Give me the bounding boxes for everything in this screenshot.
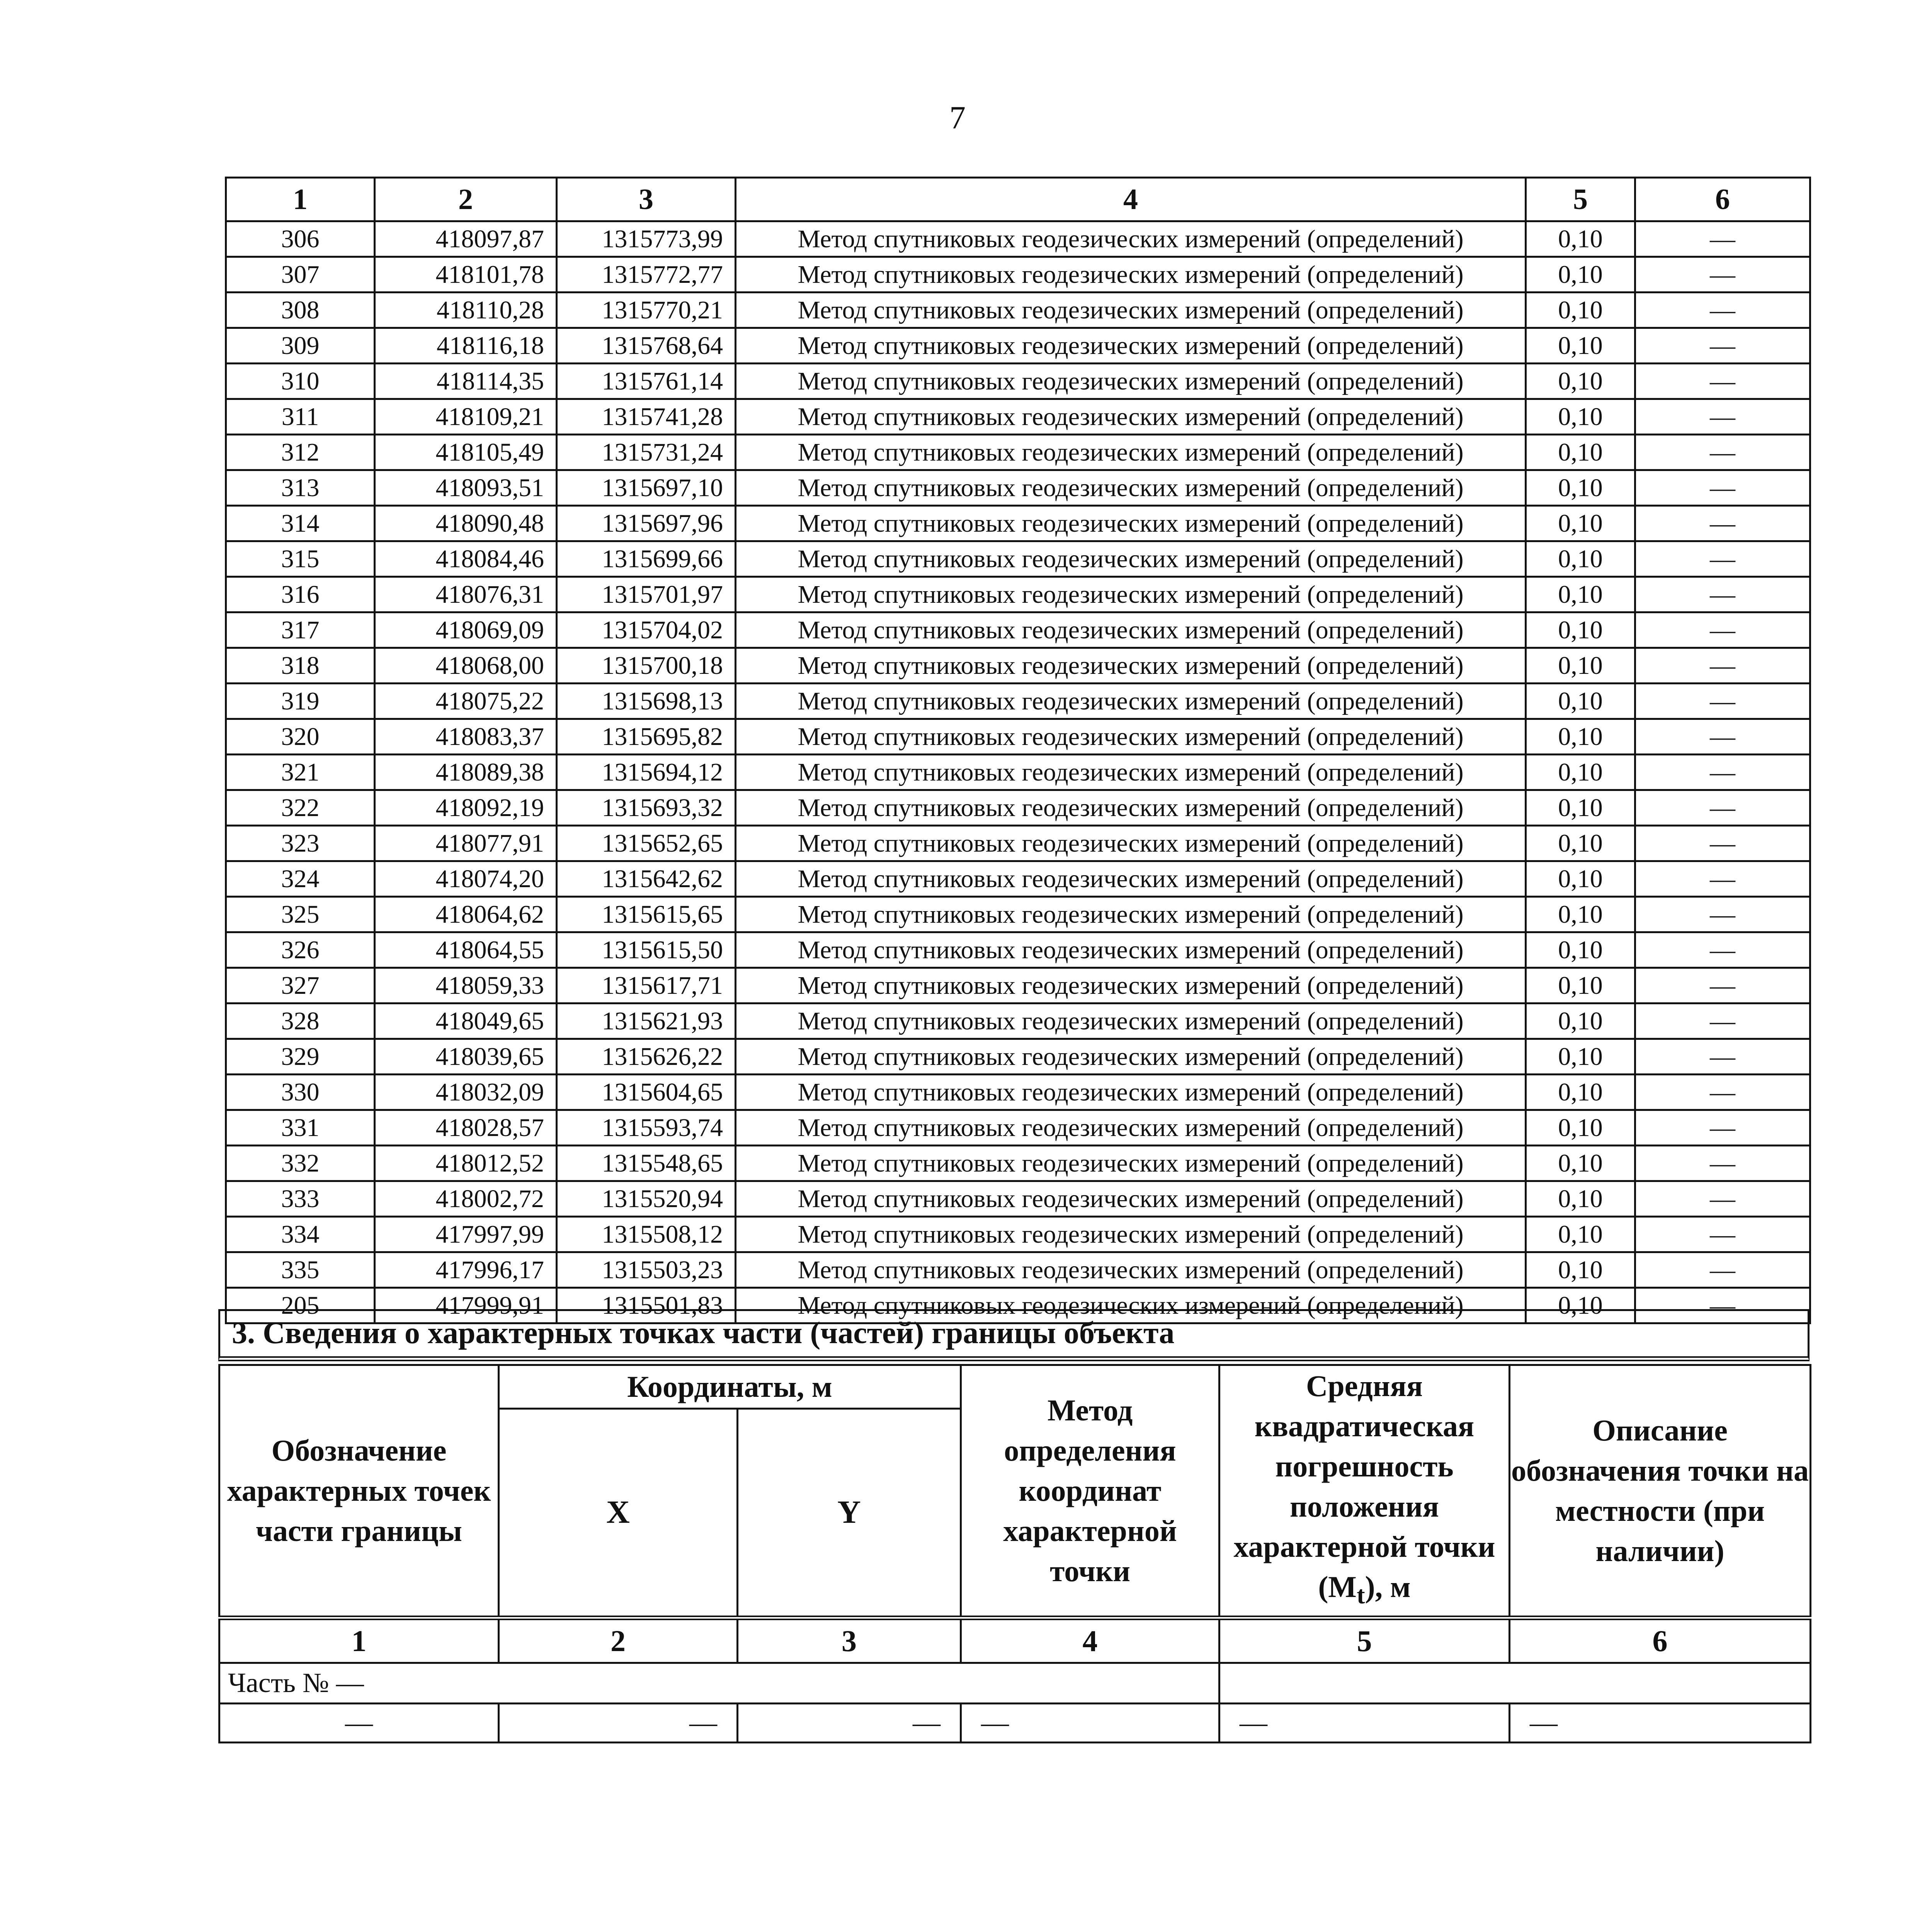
x-coordinate: 417997,99: [375, 1217, 557, 1252]
description-cell: —: [1635, 541, 1810, 577]
table-row: [226, 684, 1810, 719]
y-coordinate: 1315626,22: [557, 1039, 736, 1075]
accuracy-cell: 0,10: [1526, 1146, 1635, 1181]
table-row: [226, 1110, 1810, 1146]
method-cell: Метод спутниковых геодезических измерений (определений): [736, 719, 1526, 755]
point-number: 205: [226, 1288, 375, 1323]
point-number: 330: [226, 1075, 375, 1110]
method-cell: Метод спутниковых геодезических измерений (определений): [736, 648, 1526, 684]
x-coordinate: 418032,09: [375, 1075, 557, 1110]
y-coordinate: 1315615,50: [557, 932, 736, 968]
point-number: 324: [226, 861, 375, 897]
table-row: [226, 755, 1810, 790]
x-coordinate: 418077,91: [375, 826, 557, 861]
y-coordinate: 1315615,65: [557, 897, 736, 932]
accuracy-header-text: Средняя квадратическая погрешность положения характерной точки (M: [1233, 1369, 1495, 1604]
description-cell: —: [1635, 506, 1810, 541]
x-coordinate: 418101,78: [375, 257, 557, 293]
x-coordinate: 418090,48: [375, 506, 557, 541]
y-coordinate: 1315693,32: [557, 790, 736, 826]
point-number: 318: [226, 648, 375, 684]
description-cell: —: [1635, 1181, 1810, 1217]
description-cell: —: [1635, 257, 1810, 293]
point-number: 317: [226, 612, 375, 648]
method-cell: Метод спутниковых геодезических измерений (определений): [736, 1181, 1526, 1217]
method-cell: Метод спутниковых геодезических измерений (определений): [736, 221, 1526, 257]
method-cell: Метод спутниковых геодезических измерений (определений): [736, 826, 1526, 861]
accuracy-cell: 0,10: [1526, 1288, 1635, 1323]
x-coordinate: 418049,65: [375, 1003, 557, 1039]
table-row: [226, 541, 1810, 577]
table-row: [226, 328, 1810, 364]
table-row: [226, 719, 1810, 755]
accuracy-cell: 0,10: [1526, 221, 1635, 257]
y-coordinate: 1315652,65: [557, 826, 736, 861]
x-coordinate: 418012,52: [375, 1146, 557, 1181]
y-coordinate: 1315741,28: [557, 399, 736, 435]
table-row: [226, 1039, 1810, 1075]
description-cell: —: [1635, 1003, 1810, 1039]
accuracy-cell: 0,10: [1526, 435, 1635, 470]
accuracy-cell: 0,10: [1526, 506, 1635, 541]
table-row: [226, 932, 1810, 968]
point-number: 313: [226, 470, 375, 506]
column-header: 2: [375, 178, 557, 221]
accuracy-cell: 0,10: [1526, 1217, 1635, 1252]
table-row: [226, 968, 1810, 1003]
method-cell: Метод спутниковых геодезических измерений (определений): [736, 1288, 1526, 1323]
description-cell: —: [1635, 399, 1810, 435]
method-cell: Метод спутниковых геодезических измерений (определений): [736, 399, 1526, 435]
empty-cell: —: [961, 1703, 1219, 1742]
parts-header-row: [219, 1365, 1811, 1409]
x-coordinate: 418002,72: [375, 1181, 557, 1217]
x-coordinate: 418083,37: [375, 719, 557, 755]
point-number: 312: [226, 435, 375, 470]
point-number: 321: [226, 755, 375, 790]
method-cell: Метод спутниковых геодезических измерений (определений): [736, 435, 1526, 470]
method-cell: Метод спутниковых геодезических измерений (определений): [736, 790, 1526, 826]
description-cell: —: [1635, 968, 1810, 1003]
description-cell: —: [1635, 435, 1810, 470]
description-cell: —: [1635, 684, 1810, 719]
point-number: 335: [226, 1252, 375, 1288]
method-cell: Метод спутниковых геодезических измерений (определений): [736, 1075, 1526, 1110]
table-row: [226, 648, 1810, 684]
table-row: [226, 612, 1810, 648]
accuracy-cell: 0,10: [1526, 1039, 1635, 1075]
parts-column-number-row: [219, 1618, 1811, 1663]
empty-cell: —: [738, 1703, 961, 1742]
accuracy-cell: 0,10: [1526, 755, 1635, 790]
accuracy-cell: 0,10: [1526, 364, 1635, 399]
x-coordinate: 418039,65: [375, 1039, 557, 1075]
accuracy-cell: 0,10: [1526, 1003, 1635, 1039]
x-coordinate: 418109,21: [375, 399, 557, 435]
method-header: Метод определения координат характерной точки: [961, 1365, 1219, 1618]
method-cell: Метод спутниковых геодезических измерений (определений): [736, 755, 1526, 790]
method-cell: Метод спутниковых геодезических измерений (определений): [736, 328, 1526, 364]
x-coordinate: 418075,22: [375, 684, 557, 719]
method-cell: Метод спутниковых геодезических измерений (определений): [736, 968, 1526, 1003]
column-number-header-row: [226, 178, 1810, 221]
point-number: 333: [226, 1181, 375, 1217]
table-row: [226, 435, 1810, 470]
accuracy-cell: 0,10: [1526, 1252, 1635, 1288]
boundary-points-table: [225, 177, 1811, 1324]
description-cell: —: [1635, 790, 1810, 826]
x-coordinate: 418114,35: [375, 364, 557, 399]
y-coordinate: 1315697,96: [557, 506, 736, 541]
point-number: 310: [226, 364, 375, 399]
accuracy-cell: 0,10: [1526, 897, 1635, 932]
description-cell: —: [1635, 293, 1810, 328]
y-coordinate: 1315642,62: [557, 861, 736, 897]
column-number: 1: [219, 1618, 499, 1663]
table-row: [226, 790, 1810, 826]
x-coordinate: 418084,46: [375, 541, 557, 577]
description-cell: —: [1635, 1075, 1810, 1110]
empty-cell: —: [219, 1703, 499, 1742]
accuracy-cell: 0,10: [1526, 826, 1635, 861]
column-header: 5: [1526, 178, 1635, 221]
description-cell: —: [1635, 577, 1810, 612]
description-cell: —: [1635, 1252, 1810, 1288]
x-coordinate: 418074,20: [375, 861, 557, 897]
empty-point-row: [219, 1703, 1811, 1742]
table-row: [226, 221, 1810, 257]
y-coordinate: 1315761,14: [557, 364, 736, 399]
description-cell: —: [1635, 364, 1810, 399]
y-coordinate: 1315700,18: [557, 648, 736, 684]
point-number: 327: [226, 968, 375, 1003]
method-cell: Метод спутниковых геодезических измерений (определений): [736, 861, 1526, 897]
table-row: [226, 1252, 1810, 1288]
method-cell: Метод спутниковых геодезических измерений (определений): [736, 506, 1526, 541]
page-number: 7: [949, 100, 966, 136]
description-cell: —: [1635, 719, 1810, 755]
description-cell: —: [1635, 1110, 1810, 1146]
accuracy-cell: 0,10: [1526, 257, 1635, 293]
method-cell: Метод спутниковых геодезических измерений (определений): [736, 293, 1526, 328]
x-coordinate: 418093,51: [375, 470, 557, 506]
table-row: [226, 506, 1810, 541]
table-row: [226, 1146, 1810, 1181]
coordinates-header: Координаты, м: [499, 1365, 961, 1409]
y-coordinate: 1315770,21: [557, 293, 736, 328]
x-coordinate: 418110,28: [375, 293, 557, 328]
description-cell: —: [1635, 470, 1810, 506]
point-number: 331: [226, 1110, 375, 1146]
x-coordinate: 418089,38: [375, 755, 557, 790]
accuracy-cell: 0,10: [1526, 399, 1635, 435]
point-number: 307: [226, 257, 375, 293]
accuracy-cell: 0,10: [1526, 861, 1635, 897]
x-coordinate: 418064,62: [375, 897, 557, 932]
description-cell: —: [1635, 648, 1810, 684]
section-3-heading: 3. Сведения о характерных точках части (частей) границы объекта: [218, 1309, 1810, 1361]
point-number: 328: [226, 1003, 375, 1039]
y-coordinate: 1315617,71: [557, 968, 736, 1003]
x-coordinate: 418068,00: [375, 648, 557, 684]
method-cell: Метод спутниковых геодезических измерений (определений): [736, 1039, 1526, 1075]
x-coordinate: 418116,18: [375, 328, 557, 364]
table-row: [226, 257, 1810, 293]
point-number: 326: [226, 932, 375, 968]
accuracy-cell: 0,10: [1526, 577, 1635, 612]
column-header: 6: [1635, 178, 1810, 221]
description-cell: —: [1635, 1217, 1810, 1252]
x-coordinate: 418097,87: [375, 221, 557, 257]
empty-cell: —: [1510, 1703, 1811, 1742]
point-number: 309: [226, 328, 375, 364]
y-coordinate: 1315704,02: [557, 612, 736, 648]
method-cell: Метод спутниковых геодезических измерений (определений): [736, 470, 1526, 506]
method-cell: Метод спутниковых геодезических измерений (определений): [736, 932, 1526, 968]
description-cell: —: [1635, 1039, 1810, 1075]
y-coordinate: 1315621,93: [557, 1003, 736, 1039]
point-number: 306: [226, 221, 375, 257]
description-cell: —: [1635, 1288, 1810, 1323]
method-cell: Метод спутниковых геодезических измерений (определений): [736, 257, 1526, 293]
description-cell: —: [1635, 932, 1810, 968]
description-cell: —: [1635, 897, 1810, 932]
column-number: 2: [499, 1618, 738, 1663]
point-number: 325: [226, 897, 375, 932]
table-row: [226, 1217, 1810, 1252]
method-cell: Метод спутниковых геодезических измерений (определений): [736, 364, 1526, 399]
table-row: [226, 293, 1810, 328]
y-coordinate: 1315520,94: [557, 1181, 736, 1217]
y-coordinate: 1315768,64: [557, 328, 736, 364]
table-row: [226, 1003, 1810, 1039]
method-cell: Метод спутниковых геодезических измерений (определений): [736, 612, 1526, 648]
point-number: 320: [226, 719, 375, 755]
table-row: [226, 1075, 1810, 1110]
method-cell: Метод спутниковых геодезических измерений (определений): [736, 1146, 1526, 1181]
table-row: [226, 826, 1810, 861]
method-cell: Метод спутниковых геодезических измерений (определений): [736, 541, 1526, 577]
accuracy-cell: 0,10: [1526, 932, 1635, 968]
y-coordinate: 1315773,99: [557, 221, 736, 257]
accuracy-cell: 0,10: [1526, 612, 1635, 648]
column-header: 4: [736, 178, 1526, 221]
accuracy-header-subscript: t: [1356, 1581, 1365, 1609]
table-row: [226, 399, 1810, 435]
accuracy-header: [1219, 1365, 1510, 1618]
x-coordinate: 418028,57: [375, 1110, 557, 1146]
column-number: 6: [1510, 1618, 1811, 1663]
y-coordinate: 1315604,65: [557, 1075, 736, 1110]
y-coordinate: 1315503,23: [557, 1252, 736, 1288]
x-header: X: [499, 1408, 738, 1617]
point-number: 319: [226, 684, 375, 719]
table-row: [226, 364, 1810, 399]
table-row: [226, 861, 1810, 897]
accuracy-cell: 0,10: [1526, 684, 1635, 719]
x-coordinate: 418069,09: [375, 612, 557, 648]
part-label: Часть № —: [219, 1663, 1219, 1703]
description-cell: —: [1635, 861, 1810, 897]
column-header: 1: [226, 178, 375, 221]
point-number: 334: [226, 1217, 375, 1252]
point-number: 316: [226, 577, 375, 612]
y-coordinate: 1315772,77: [557, 257, 736, 293]
designation-header: Обозначение характерных точек части границы: [219, 1365, 499, 1618]
y-coordinate: 1315593,74: [557, 1110, 736, 1146]
column-number: 4: [961, 1618, 1219, 1663]
description-cell: —: [1635, 612, 1810, 648]
point-number: 314: [226, 506, 375, 541]
y-coordinate: 1315698,13: [557, 684, 736, 719]
method-cell: Метод спутниковых геодезических измерений (определений): [736, 1252, 1526, 1288]
accuracy-cell: 0,10: [1526, 541, 1635, 577]
y-coordinate: 1315701,97: [557, 577, 736, 612]
point-number: 332: [226, 1146, 375, 1181]
accuracy-cell: 0,10: [1526, 968, 1635, 1003]
accuracy-cell: 0,10: [1526, 648, 1635, 684]
point-number: 322: [226, 790, 375, 826]
description-cell: —: [1635, 1146, 1810, 1181]
boundary-points-body: [226, 221, 1810, 1323]
x-coordinate: 417996,17: [375, 1252, 557, 1288]
y-coordinate: 1315548,65: [557, 1146, 736, 1181]
x-coordinate: 418105,49: [375, 435, 557, 470]
empty-cell: —: [1219, 1703, 1510, 1742]
table-row: [226, 1181, 1810, 1217]
column-number: 5: [1219, 1618, 1510, 1663]
part-points-table: [218, 1364, 1811, 1743]
y-coordinate: 1315508,12: [557, 1217, 736, 1252]
accuracy-cell: 0,10: [1526, 719, 1635, 755]
point-number: 308: [226, 293, 375, 328]
method-cell: Метод спутниковых геодезических измерений (определений): [736, 897, 1526, 932]
table-row: [226, 470, 1810, 506]
column-number: 3: [738, 1618, 961, 1663]
empty-cell: —: [499, 1703, 738, 1742]
point-number: 323: [226, 826, 375, 861]
accuracy-cell: 0,10: [1526, 328, 1635, 364]
method-cell: Метод спутниковых геодезических измерений (определений): [736, 1003, 1526, 1039]
x-coordinate: 418059,33: [375, 968, 557, 1003]
table-row: [226, 577, 1810, 612]
method-cell: Метод спутниковых геодезических измерений (определений): [736, 1217, 1526, 1252]
column-header: 3: [557, 178, 736, 221]
accuracy-cell: 0,10: [1526, 1110, 1635, 1146]
part-label-row: [219, 1663, 1811, 1703]
accuracy-header-suffix: ), м: [1365, 1570, 1411, 1604]
part-label-empty-cell: [1219, 1663, 1811, 1703]
y-coordinate: 1315697,10: [557, 470, 736, 506]
description-header: Описание обозначения точки на местности (при наличии): [1510, 1365, 1811, 1618]
x-coordinate: 418076,31: [375, 577, 557, 612]
y-coordinate: 1315501,83: [557, 1288, 736, 1323]
description-cell: —: [1635, 755, 1810, 790]
point-number: 329: [226, 1039, 375, 1075]
point-number: 311: [226, 399, 375, 435]
table-row: [226, 897, 1810, 932]
accuracy-cell: 0,10: [1526, 790, 1635, 826]
description-cell: —: [1635, 221, 1810, 257]
y-coordinate: 1315695,82: [557, 719, 736, 755]
description-cell: —: [1635, 826, 1810, 861]
accuracy-cell: 0,10: [1526, 1181, 1635, 1217]
y-coordinate: 1315731,24: [557, 435, 736, 470]
x-coordinate: 418064,55: [375, 932, 557, 968]
method-cell: Метод спутниковых геодезических измерений (определений): [736, 1110, 1526, 1146]
accuracy-cell: 0,10: [1526, 293, 1635, 328]
method-cell: Метод спутниковых геодезических измерений (определений): [736, 684, 1526, 719]
y-coordinate: 1315699,66: [557, 541, 736, 577]
x-coordinate: 417999,91: [375, 1288, 557, 1323]
accuracy-cell: 0,10: [1526, 470, 1635, 506]
y-coordinate: 1315694,12: [557, 755, 736, 790]
y-header: Y: [738, 1408, 961, 1617]
description-cell: —: [1635, 328, 1810, 364]
point-number: 315: [226, 541, 375, 577]
accuracy-cell: 0,10: [1526, 1075, 1635, 1110]
x-coordinate: 418092,19: [375, 790, 557, 826]
method-cell: Метод спутниковых геодезических измерений (определений): [736, 577, 1526, 612]
